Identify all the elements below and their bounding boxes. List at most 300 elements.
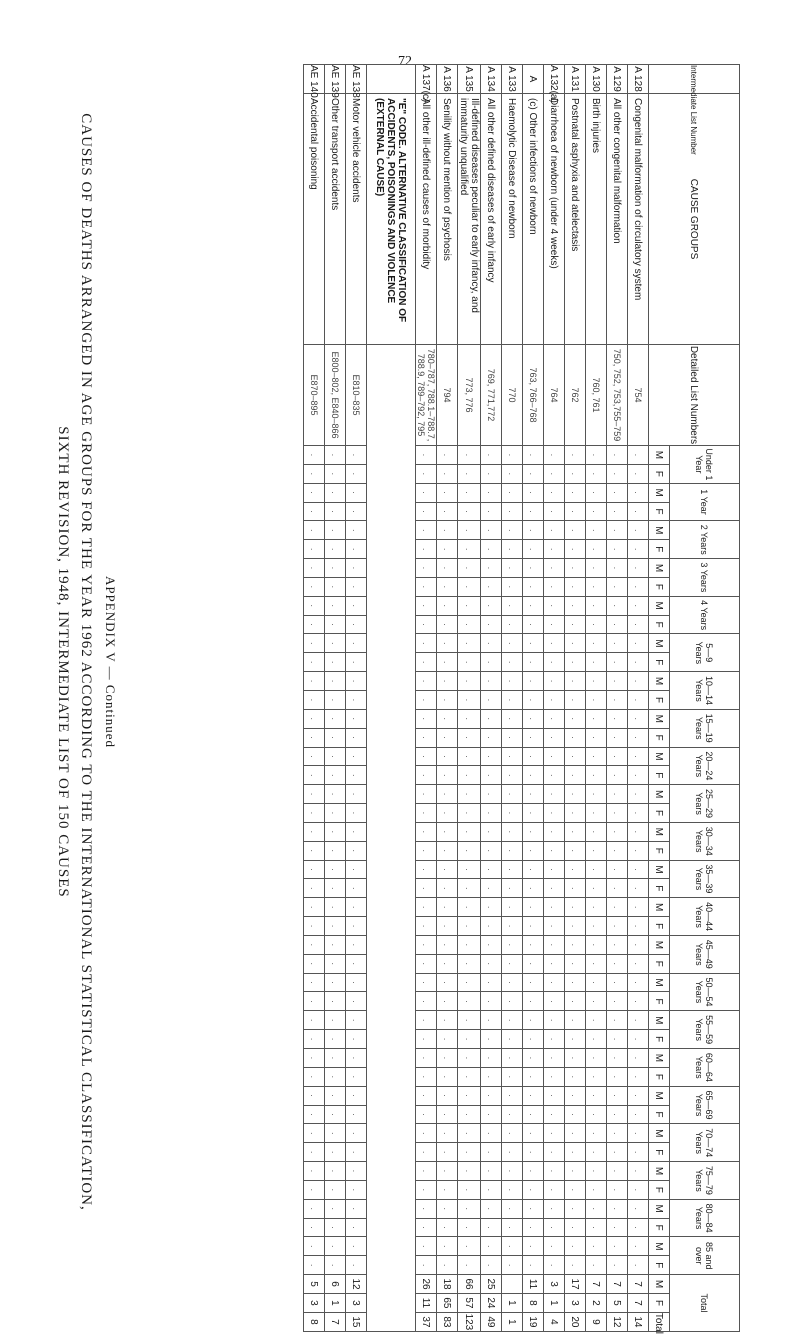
statistics-table bbox=[60, 64, 740, 1332]
age-cell: . bbox=[304, 521, 325, 540]
age-cell: . bbox=[586, 766, 607, 785]
age-cell: . bbox=[481, 841, 502, 860]
age-cell: . bbox=[628, 1143, 649, 1162]
age-cell: . bbox=[437, 841, 458, 860]
age-cell: . bbox=[586, 540, 607, 559]
age-header: 35—39 Years bbox=[670, 860, 740, 898]
age-header: 65—69 Years bbox=[670, 1086, 740, 1124]
age-cell: . bbox=[458, 709, 481, 728]
age-cell: . bbox=[346, 577, 367, 596]
age-cell: . bbox=[628, 935, 649, 954]
f-total-cell: 11 bbox=[416, 1293, 437, 1312]
age-cell: . bbox=[586, 446, 607, 465]
age-cell: . bbox=[628, 804, 649, 823]
age-cell: . bbox=[565, 1199, 586, 1218]
age-cell: . bbox=[565, 559, 586, 578]
age-cell: . bbox=[565, 898, 586, 917]
f-total-cell: 5 bbox=[607, 1293, 628, 1312]
f-total-cell: 3 bbox=[304, 1293, 325, 1312]
table-row bbox=[544, 65, 565, 1332]
male-header: M bbox=[649, 860, 670, 879]
female-header: F bbox=[649, 1105, 670, 1124]
age-cell: . bbox=[523, 1237, 544, 1256]
age-cell: . bbox=[325, 653, 346, 672]
age-cell: . bbox=[523, 540, 544, 559]
m-total-cell: 12 bbox=[346, 1275, 367, 1294]
age-cell: . bbox=[325, 1124, 346, 1143]
age-cell: . bbox=[416, 1086, 437, 1105]
age-cell: . bbox=[346, 1218, 367, 1237]
age-cell: . bbox=[523, 1143, 544, 1162]
age-cell: . bbox=[607, 879, 628, 898]
section-filler bbox=[367, 345, 416, 1332]
age-cell: . bbox=[437, 766, 458, 785]
age-cell: . bbox=[628, 747, 649, 766]
age-cell: . bbox=[437, 709, 458, 728]
age-cell: . bbox=[628, 973, 649, 992]
age-cell: . bbox=[586, 1049, 607, 1068]
total-total-cell: 4 bbox=[544, 1312, 565, 1331]
age-cell: . bbox=[304, 935, 325, 954]
age-cell: . bbox=[523, 1086, 544, 1105]
age-cell: . bbox=[565, 766, 586, 785]
age-cell: . bbox=[502, 1143, 523, 1162]
age-cell: . bbox=[607, 672, 628, 691]
age-header: 60—64 Years bbox=[670, 1049, 740, 1087]
age-cell: . bbox=[458, 483, 481, 502]
age-cell: . bbox=[346, 954, 367, 973]
age-cell: . bbox=[586, 672, 607, 691]
age-cell: . bbox=[607, 1180, 628, 1199]
female-header: F bbox=[649, 1256, 670, 1275]
age-cell: . bbox=[437, 1049, 458, 1068]
age-cell: . bbox=[481, 577, 502, 596]
age-cell: . bbox=[586, 822, 607, 841]
age-cell: . bbox=[565, 464, 586, 483]
age-cell: . bbox=[416, 785, 437, 804]
age-cell: . bbox=[523, 766, 544, 785]
age-cell: . bbox=[607, 502, 628, 521]
age-cell: . bbox=[437, 822, 458, 841]
table-row bbox=[502, 65, 523, 1332]
age-cell: . bbox=[481, 559, 502, 578]
age-cell: . bbox=[565, 653, 586, 672]
age-cell: . bbox=[458, 1143, 481, 1162]
age-header: 2 Years bbox=[670, 521, 740, 559]
m-total-cell: 3 bbox=[544, 1275, 565, 1294]
list-number-cell: A 131 bbox=[565, 65, 586, 94]
age-cell: . bbox=[523, 1199, 544, 1218]
age-cell: . bbox=[304, 1180, 325, 1199]
age-cell: . bbox=[346, 1143, 367, 1162]
age-cell: . bbox=[458, 615, 481, 634]
age-cell: . bbox=[416, 464, 437, 483]
male-header: M bbox=[649, 1199, 670, 1218]
female-header: F bbox=[649, 917, 670, 936]
age-cell: . bbox=[458, 1105, 481, 1124]
age-cell: . bbox=[481, 709, 502, 728]
age-cell: . bbox=[325, 898, 346, 917]
age-cell: . bbox=[325, 1049, 346, 1068]
age-cell: . bbox=[346, 1256, 367, 1275]
m-total-cell: 11 bbox=[523, 1275, 544, 1294]
age-cell: . bbox=[586, 1162, 607, 1181]
male-header: M bbox=[649, 1124, 670, 1143]
age-cell: . bbox=[304, 1143, 325, 1162]
age-cell: . bbox=[607, 1124, 628, 1143]
age-cell: . bbox=[416, 559, 437, 578]
m-total-cell: 17 bbox=[565, 1275, 586, 1294]
age-cell: . bbox=[481, 917, 502, 936]
age-cell: . bbox=[607, 1011, 628, 1030]
age-cell: . bbox=[565, 1237, 586, 1256]
age-cell: . bbox=[628, 464, 649, 483]
age-cell: . bbox=[544, 860, 565, 879]
age-cell: . bbox=[523, 559, 544, 578]
age-cell: . bbox=[458, 1030, 481, 1049]
age-cell: . bbox=[325, 615, 346, 634]
age-cell: . bbox=[628, 1124, 649, 1143]
age-cell: . bbox=[304, 483, 325, 502]
age-cell: . bbox=[502, 559, 523, 578]
age-cell: . bbox=[304, 917, 325, 936]
age-cell: . bbox=[502, 540, 523, 559]
age-cell: . bbox=[586, 841, 607, 860]
age-cell: . bbox=[458, 728, 481, 747]
age-cell: . bbox=[458, 1011, 481, 1030]
age-cell: . bbox=[304, 1237, 325, 1256]
age-cell: . bbox=[304, 1199, 325, 1218]
age-cell: . bbox=[416, 992, 437, 1011]
age-cell: . bbox=[628, 615, 649, 634]
age-cell: . bbox=[481, 1067, 502, 1086]
detail-cell: 769, 771,772 bbox=[481, 345, 502, 446]
age-cell: . bbox=[304, 1256, 325, 1275]
male-header: M bbox=[649, 973, 670, 992]
male-header: M bbox=[649, 747, 670, 766]
age-cell: . bbox=[458, 1086, 481, 1105]
age-cell: . bbox=[586, 483, 607, 502]
age-cell: . bbox=[458, 747, 481, 766]
age-cell: . bbox=[481, 1180, 502, 1199]
table-row bbox=[346, 65, 367, 1332]
age-cell: . bbox=[544, 804, 565, 823]
age-cell: . bbox=[586, 1256, 607, 1275]
age-cell: . bbox=[325, 464, 346, 483]
male-header: M bbox=[649, 709, 670, 728]
age-cell: . bbox=[544, 898, 565, 917]
age-cell: . bbox=[458, 822, 481, 841]
age-cell: . bbox=[544, 879, 565, 898]
age-cell: . bbox=[481, 596, 502, 615]
age-cell: . bbox=[628, 709, 649, 728]
male-header: M bbox=[649, 596, 670, 615]
age-cell: . bbox=[481, 1143, 502, 1162]
age-cell: . bbox=[481, 521, 502, 540]
age-cell: . bbox=[544, 1237, 565, 1256]
detail-cell: 764 bbox=[544, 345, 565, 446]
age-cell: . bbox=[586, 615, 607, 634]
age-cell: . bbox=[481, 446, 502, 465]
age-cell: . bbox=[628, 1011, 649, 1030]
age-cell: . bbox=[502, 690, 523, 709]
age-cell: . bbox=[607, 785, 628, 804]
age-cell: . bbox=[437, 917, 458, 936]
age-cell: . bbox=[544, 841, 565, 860]
female-header: F bbox=[649, 954, 670, 973]
age-cell: . bbox=[586, 860, 607, 879]
age-cell: . bbox=[565, 1218, 586, 1237]
age-cell: . bbox=[481, 1086, 502, 1105]
age-cell: . bbox=[304, 992, 325, 1011]
age-cell: . bbox=[523, 841, 544, 860]
age-cell: . bbox=[346, 464, 367, 483]
age-header: 5—9 Years bbox=[670, 634, 740, 672]
age-cell: . bbox=[325, 841, 346, 860]
age-cell: . bbox=[458, 1256, 481, 1275]
age-cell: . bbox=[437, 521, 458, 540]
list-number-cell: A 129 bbox=[607, 65, 628, 94]
detail-cell: 780–787, 788.1–788.7, 788.9, 789–792, 795 bbox=[416, 345, 437, 446]
age-cell: . bbox=[416, 822, 437, 841]
age-cell: . bbox=[458, 1218, 481, 1237]
age-cell: . bbox=[416, 1237, 437, 1256]
female-header: F bbox=[649, 804, 670, 823]
m-total-cell: 7 bbox=[607, 1275, 628, 1294]
age-cell: . bbox=[586, 879, 607, 898]
age-cell: . bbox=[416, 596, 437, 615]
age-cell: . bbox=[586, 464, 607, 483]
age-cell: . bbox=[458, 464, 481, 483]
age-cell: . bbox=[523, 1124, 544, 1143]
age-header: 3 Years bbox=[670, 559, 740, 597]
age-cell: . bbox=[458, 521, 481, 540]
age-cell: . bbox=[565, 860, 586, 879]
age-cell: . bbox=[325, 1162, 346, 1181]
cause-cell: Haemolytic Disease of newborn bbox=[502, 94, 523, 345]
age-cell: . bbox=[437, 464, 458, 483]
age-cell: . bbox=[502, 1199, 523, 1218]
age-cell: . bbox=[586, 917, 607, 936]
age-cell: . bbox=[628, 785, 649, 804]
age-cell: . bbox=[502, 917, 523, 936]
age-cell: . bbox=[502, 653, 523, 672]
age-cell: . bbox=[346, 898, 367, 917]
age-cell: . bbox=[565, 954, 586, 973]
age-cell: . bbox=[458, 766, 481, 785]
m-total-cell: 7 bbox=[586, 1275, 607, 1294]
age-cell: . bbox=[502, 483, 523, 502]
age-cell: . bbox=[502, 879, 523, 898]
age-cell: . bbox=[607, 954, 628, 973]
age-cell: . bbox=[565, 577, 586, 596]
age-cell: . bbox=[437, 935, 458, 954]
age-cell: . bbox=[523, 634, 544, 653]
age-cell: . bbox=[304, 860, 325, 879]
age-cell: . bbox=[544, 1256, 565, 1275]
detail-cell: 770 bbox=[502, 345, 523, 446]
f-total-cell: 1 bbox=[502, 1293, 523, 1312]
age-cell: . bbox=[346, 917, 367, 936]
age-cell: . bbox=[544, 1067, 565, 1086]
age-cell: . bbox=[416, 935, 437, 954]
age-header: 75—79 Years bbox=[670, 1162, 740, 1200]
age-cell: . bbox=[346, 935, 367, 954]
age-cell: . bbox=[502, 672, 523, 691]
age-cell: . bbox=[437, 1256, 458, 1275]
age-cell: . bbox=[458, 1199, 481, 1218]
age-cell: . bbox=[607, 709, 628, 728]
cause-cell: Ill-defined diseases peculiar to early infancy, and immaturity unqualified bbox=[458, 94, 481, 345]
age-cell: . bbox=[502, 992, 523, 1011]
age-cell: . bbox=[458, 785, 481, 804]
age-cell: . bbox=[346, 1105, 367, 1124]
age-cell: . bbox=[586, 577, 607, 596]
age-cell: . bbox=[502, 785, 523, 804]
age-cell: . bbox=[304, 1105, 325, 1124]
age-cell: . bbox=[502, 954, 523, 973]
age-cell: . bbox=[346, 559, 367, 578]
age-cell: . bbox=[437, 860, 458, 879]
age-cell: . bbox=[325, 879, 346, 898]
age-cell: . bbox=[502, 822, 523, 841]
female-header: F bbox=[649, 540, 670, 559]
age-cell: . bbox=[481, 1199, 502, 1218]
age-cell: . bbox=[502, 1067, 523, 1086]
age-cell: . bbox=[481, 1124, 502, 1143]
age-cell: . bbox=[628, 879, 649, 898]
f-total-cell: 7 bbox=[628, 1293, 649, 1312]
female-header: F bbox=[649, 1030, 670, 1049]
detail-cell: 763, 766–768 bbox=[523, 345, 544, 446]
age-cell: . bbox=[325, 502, 346, 521]
age-cell: . bbox=[346, 785, 367, 804]
age-cell: . bbox=[437, 540, 458, 559]
age-cell: . bbox=[416, 709, 437, 728]
age-cell: . bbox=[523, 804, 544, 823]
age-cell: . bbox=[304, 841, 325, 860]
age-cell: . bbox=[628, 1105, 649, 1124]
age-cell: . bbox=[304, 973, 325, 992]
age-cell: . bbox=[628, 917, 649, 936]
age-cell: . bbox=[523, 822, 544, 841]
table-row bbox=[437, 65, 458, 1332]
age-cell: . bbox=[544, 615, 565, 634]
female-header: F bbox=[649, 1180, 670, 1199]
age-cell: . bbox=[502, 804, 523, 823]
age-cell: . bbox=[544, 672, 565, 691]
age-cell: . bbox=[523, 917, 544, 936]
age-cell: . bbox=[346, 1030, 367, 1049]
age-cell: . bbox=[544, 559, 565, 578]
age-cell: . bbox=[437, 502, 458, 521]
age-cell: . bbox=[346, 502, 367, 521]
age-cell: . bbox=[544, 690, 565, 709]
age-cell: . bbox=[502, 521, 523, 540]
age-cell: . bbox=[416, 766, 437, 785]
age-cell: . bbox=[607, 1256, 628, 1275]
m-total-cell: 66 bbox=[458, 1275, 481, 1294]
age-cell: . bbox=[346, 709, 367, 728]
age-cell: . bbox=[544, 747, 565, 766]
age-cell: . bbox=[607, 973, 628, 992]
age-cell: . bbox=[481, 1162, 502, 1181]
age-cell: . bbox=[565, 615, 586, 634]
age-cell: . bbox=[325, 521, 346, 540]
age-cell: . bbox=[628, 483, 649, 502]
cause-cell: Accidental poisoning bbox=[304, 94, 325, 345]
cause-cell: Senility without mention of psychosis bbox=[437, 94, 458, 345]
age-cell: . bbox=[502, 728, 523, 747]
age-cell: . bbox=[346, 747, 367, 766]
female-header: F bbox=[649, 615, 670, 634]
age-cell: . bbox=[502, 1218, 523, 1237]
age-cell: . bbox=[458, 540, 481, 559]
age-cell: . bbox=[304, 672, 325, 691]
age-cell: . bbox=[437, 785, 458, 804]
age-cell: . bbox=[416, 1180, 437, 1199]
age-cell: . bbox=[416, 898, 437, 917]
age-cell: . bbox=[481, 1030, 502, 1049]
age-cell: . bbox=[416, 728, 437, 747]
male-header: M bbox=[649, 1086, 670, 1105]
age-cell: . bbox=[544, 502, 565, 521]
age-cell: . bbox=[544, 483, 565, 502]
total-header: Total bbox=[649, 1312, 670, 1331]
detail-cell: E870–895 bbox=[304, 345, 325, 446]
age-cell: . bbox=[544, 596, 565, 615]
age-cell: . bbox=[565, 1067, 586, 1086]
age-cell: . bbox=[325, 1143, 346, 1162]
age-cell: . bbox=[523, 860, 544, 879]
cause-cell: Other transport accidents bbox=[325, 94, 346, 345]
female-header: F bbox=[649, 1218, 670, 1237]
age-cell: . bbox=[544, 935, 565, 954]
age-cell: . bbox=[325, 634, 346, 653]
age-cell: . bbox=[481, 502, 502, 521]
age-cell: . bbox=[416, 1105, 437, 1124]
age-cell: . bbox=[325, 1237, 346, 1256]
f-total-cell: 1 bbox=[325, 1293, 346, 1312]
age-cell: . bbox=[416, 973, 437, 992]
age-cell: . bbox=[458, 1180, 481, 1199]
age-cell: . bbox=[416, 1143, 437, 1162]
code-cell bbox=[367, 65, 416, 94]
age-cell: . bbox=[523, 483, 544, 502]
age-cell: . bbox=[586, 709, 607, 728]
age-cell: . bbox=[565, 690, 586, 709]
age-cell: . bbox=[458, 804, 481, 823]
age-cell: . bbox=[437, 690, 458, 709]
male-header: M bbox=[649, 1049, 670, 1068]
age-cell: . bbox=[544, 464, 565, 483]
age-cell: . bbox=[607, 577, 628, 596]
cause-cell: All other defined diseases of early infancy bbox=[481, 94, 502, 345]
female-header: F bbox=[649, 653, 670, 672]
age-header-row bbox=[670, 65, 740, 1332]
age-cell: . bbox=[458, 973, 481, 992]
age-cell: . bbox=[502, 596, 523, 615]
age-cell: . bbox=[346, 1162, 367, 1181]
detail-cell: 754 bbox=[628, 345, 649, 446]
age-cell: . bbox=[586, 690, 607, 709]
age-cell: . bbox=[304, 502, 325, 521]
age-cell: . bbox=[628, 577, 649, 596]
age-cell: . bbox=[607, 615, 628, 634]
age-cell: . bbox=[481, 954, 502, 973]
age-cell: . bbox=[565, 446, 586, 465]
age-cell: . bbox=[502, 502, 523, 521]
